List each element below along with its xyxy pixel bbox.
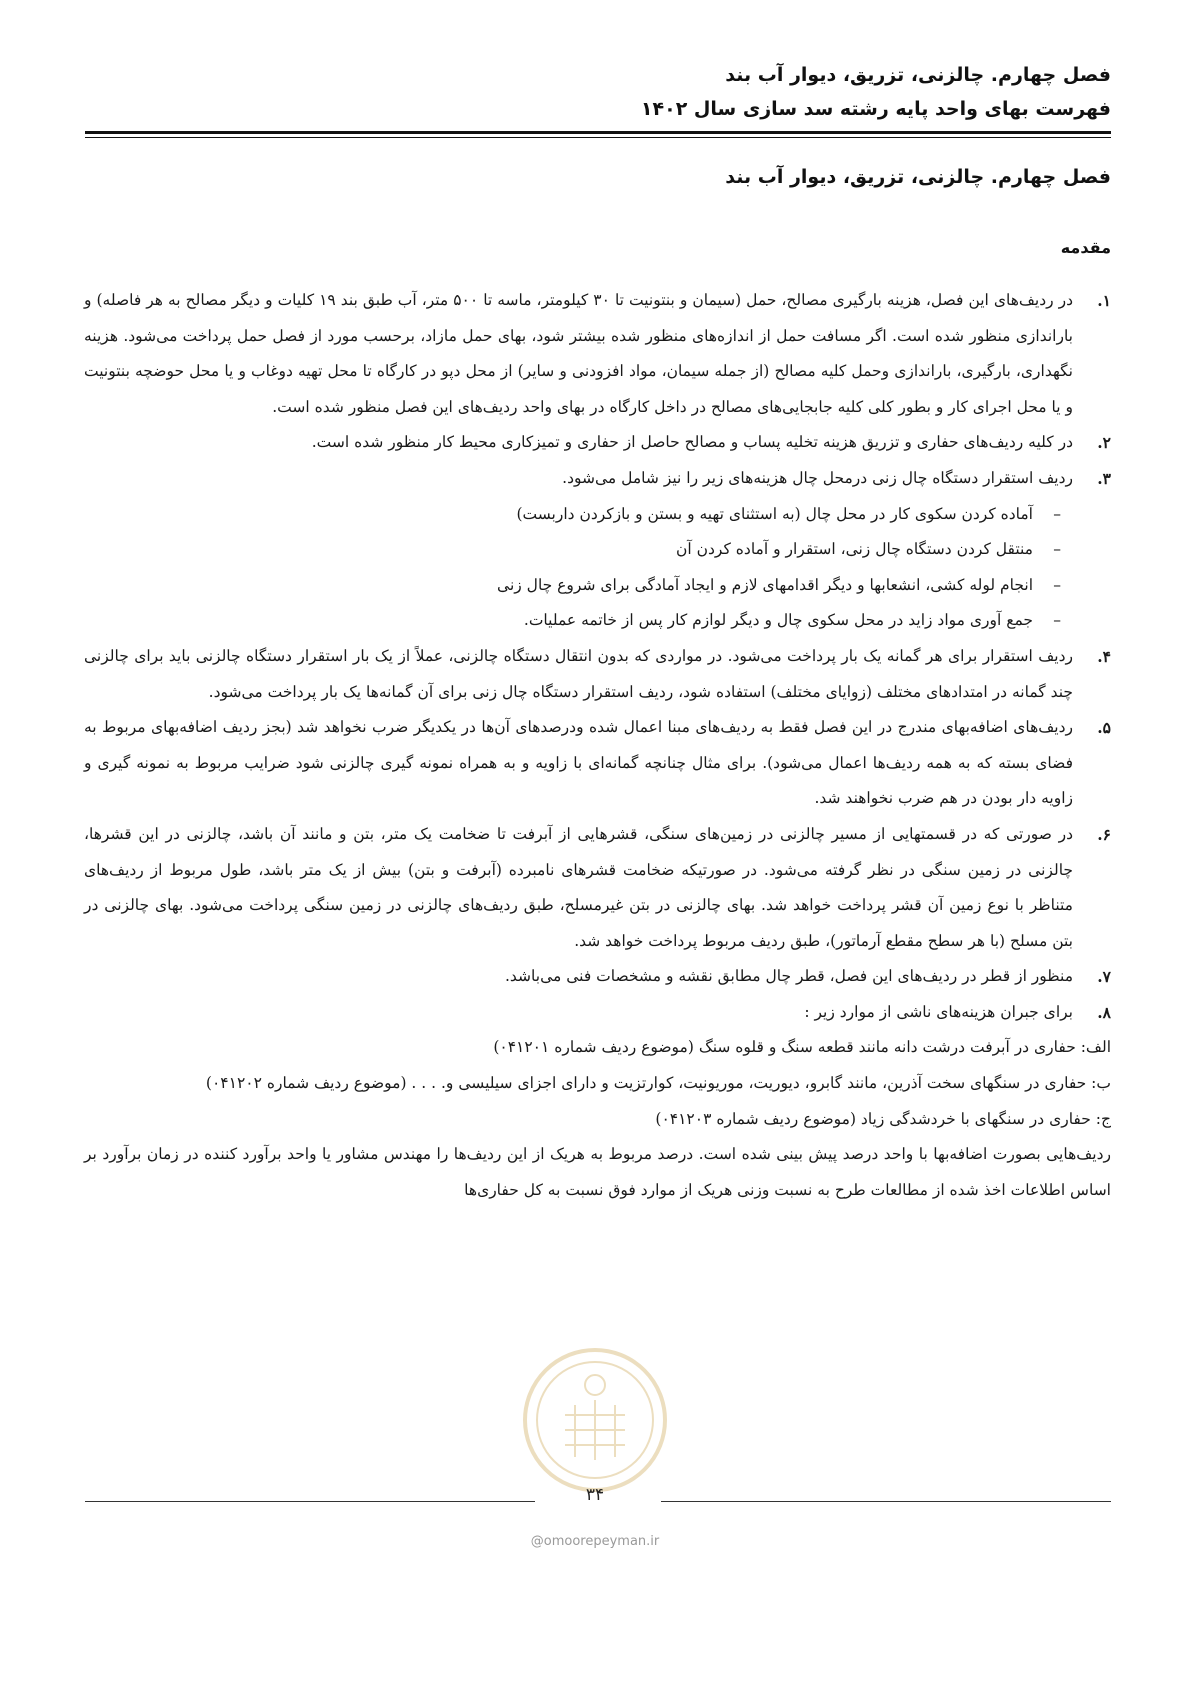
item-number: ۴. <box>1097 646 1111 666</box>
page-header <box>211 58 1111 126</box>
list-item <box>84 959 1111 995</box>
list-item <box>84 425 1111 461</box>
sub-item-text: انجام لوله کشی، انشعابها و دیگر اقدامهای لازم و ایجاد آمادگی برای شروع چال زنی <box>497 575 1033 594</box>
item-text: در صورتی که در قسمتهایی از مسیر چالزنی در زمین‌های سنگی، قشرهایی از آبرفت تا ضخامت یک متر، بتن و مانند آن باشد، چالزنی در این قشرها، چالزنی در زمین سنگی در نظر گرفته می‌شود. در صورتیکه ضخامت قشرهای نامبرده (آبرفت و بتن) بیش از یک متر باشد، طول مربوط از ردیف‌های متناظر با نوع زمین آن قشر پرداخت خواهد شد. بهای چالزنی در بتن غیرمسلح، طبق ردیف‌های چالزنی در زمین سنگی پرداخت می‌شود. بهای چالزنی در بتن مسلح (با هر سطح مقطع آرماتور)، طبق ردیف مربوط پرداخت خواهد شد. <box>84 824 1073 950</box>
item-number: ۱. <box>1097 291 1111 310</box>
item-text: برای جبران هزینه‌های ناشی از موارد زیر : <box>804 1002 1073 1021</box>
footer-rule-right <box>661 1501 1111 1502</box>
sub-list-item <box>84 603 1111 639</box>
case-line: الف: حفاری در آبرفت درشت دانه مانند قطعه سنگ و قلوه سنگ (موضوع ردیف شماره ۰۴۱۲۰۱) <box>493 1038 1111 1057</box>
intro-heading: مقدمه <box>1060 238 1111 257</box>
dash-bullet-icon: – <box>1053 540 1061 559</box>
sub-item-text: آماده کردن سکوی کار در محل چال (به استثنای تهیه و بستن و بازکردن داربست) <box>516 504 1033 523</box>
body-content <box>84 283 1111 1208</box>
list-item <box>84 461 1111 497</box>
item-number: ۲. <box>1097 433 1111 453</box>
dash-bullet-icon: – <box>1053 575 1061 594</box>
case-line: ج: حفاری در سنگهای با خردشدگی زیاد (موضوع ردیف شماره ۰۴۱۲۰۳) <box>655 1109 1111 1128</box>
list-item <box>84 283 1111 425</box>
header-book-line: فهرست بهای واحد پایه رشته سد سازی سال ۱۴۰۲ <box>640 98 1111 120</box>
page-number: ۳۴ <box>585 1485 605 1505</box>
sub-list-item <box>84 532 1111 568</box>
item-text: ردیف استقرار برای هر گمانه یک بار پرداخت می‌شود. در مواردی که بدون انتقال دستگاه چالزنی، عملاً از یک بار استقرار دستگاه چالزنی باید برای چالزنی چند گمانه در امتدادهای مختلف (زوایای مختلف) استفاده شود، ردیف استقرار دستگاه چال زنی برای آن گمانه‌ها یک بار پرداخت می‌شود. <box>84 646 1073 701</box>
item-number: ۳. <box>1097 468 1111 488</box>
sub-list-item <box>84 497 1111 533</box>
header-chapter-line: فصل چهارم. چالزنی، تزریق، دیوار آب بند <box>725 64 1111 86</box>
header-rule-thin <box>85 137 1111 138</box>
item-text: منظور از قطر در ردیف‌های این فصل، قطر چال مطابق نقشه و مشخصات فنی می‌باشد. <box>504 967 1073 986</box>
item-number: ۵. <box>1097 718 1111 738</box>
item-text: در ردیف‌های این فصل، هزینه بارگیری مصالح، حمل (سیمان و بنتونیت تا ۳۰ کیلومتر، ماسه تا ۵۰۰ متر، آب طبق بند ۱۹ کلیات و دیگر مصالح به هر فاصله) و باراندازی منظور شده است. اگر مسافت حمل از اندازه‌های منظور شده بیشتر شود، بهای حمل مازاد، برحسب مورد از فصل حمل پرداخت می‌شود. هزینه نگهداری، بارگیری، باراندازی وحمل کلیه مصالح (از جمله سیمان، مواد افزودنی و سایر) از محل دپو در کارگاه تا محل تهیه دوغاب و یا محل حوضچه بنتونیت و یا محل اجرای کار و بطور کلی کلیه جابجایی‌های مصالح در داخل کارگاه در بهای واحد ردیف‌های این فصل منظور شده است. <box>84 291 1074 416</box>
item-number: ۶. <box>1097 824 1111 844</box>
footer-rule-left <box>85 1501 535 1502</box>
list-item <box>84 817 1111 959</box>
site-url: @omoorepeyman.ir <box>530 1534 660 1549</box>
list-item <box>84 639 1111 710</box>
item-text: در کلیه ردیف‌های حفاری و تزریق هزینه تخلیه پساب و مصالح حاصل از حفاری و تمیزکاری محیط کار منظور شده است. <box>311 433 1073 452</box>
item-number: ۸. <box>1097 1002 1111 1022</box>
dash-bullet-icon: – <box>1053 611 1061 630</box>
case-line: ب: حفاری در سنگهای سخت آذرین، مانند گابرو، دیوریت، موریونیت، کوارتزیت و دارای اجزای سیلیسی و. . . . (موضوع ردیف شماره ۰۴۱۲۰۲) <box>205 1074 1111 1093</box>
item-text: ردیف استقرار دستگاه چال زنی درمحل چال هزینه‌های زیر را نیز شامل می‌شود. <box>562 468 1073 487</box>
list-item <box>84 995 1111 1031</box>
sub-item-text: منتقل کردن دستگاه چال زنی، استقرار و آماده کردن آن <box>676 540 1033 559</box>
item-text: ردیف‌های اضافه‌بهای مندرج در این فصل فقط به ردیف‌های مبنا اعمال شده ودرصدهای آن‌ها در یکدیگر ضرب نخواهد شد (بجز ردیف اضافه‌بهای مربوط به فضای بسته که به همه ردیف‌ها اعمال می‌شود). برای مثال چنانچه گمانه‌ای با زاویه و به همراه نمونه گیری چالزنی شود ضرایب مربوط به نمونه گیری و زاویه دار بودن در هم ضرب نخواهند شد. <box>84 718 1073 808</box>
list-item <box>84 710 1111 817</box>
item-number: ۷. <box>1097 967 1111 987</box>
closing-paragraph: ردیف‌هایی بصورت اضافه‌بها با واحد درصد پیش بینی شده است. درصد مربوط به هریک از این ردیف‌ها را مهندس مشاور یا واحد برآورد کننده در زمان برآورد بر اساس اطلاعات اخذ شده از مطالعات طرح به نسبت وزنی هریک از موارد فوق نسبت به کل حفاری‌ها <box>84 1145 1111 1199</box>
sub-item-text: جمع آوری مواد زاید در محل سکوی چال و دیگر لوازم کار پس از خاتمه عملیات. <box>523 611 1033 630</box>
sub-list-item <box>84 568 1111 604</box>
header-rule-thick <box>85 131 1111 134</box>
dash-bullet-icon: – <box>1053 504 1061 523</box>
seal-watermark-icon <box>520 1345 670 1495</box>
chapter-title: فصل چهارم. چالزنی، تزریق، دیوار آب بند <box>725 166 1111 188</box>
